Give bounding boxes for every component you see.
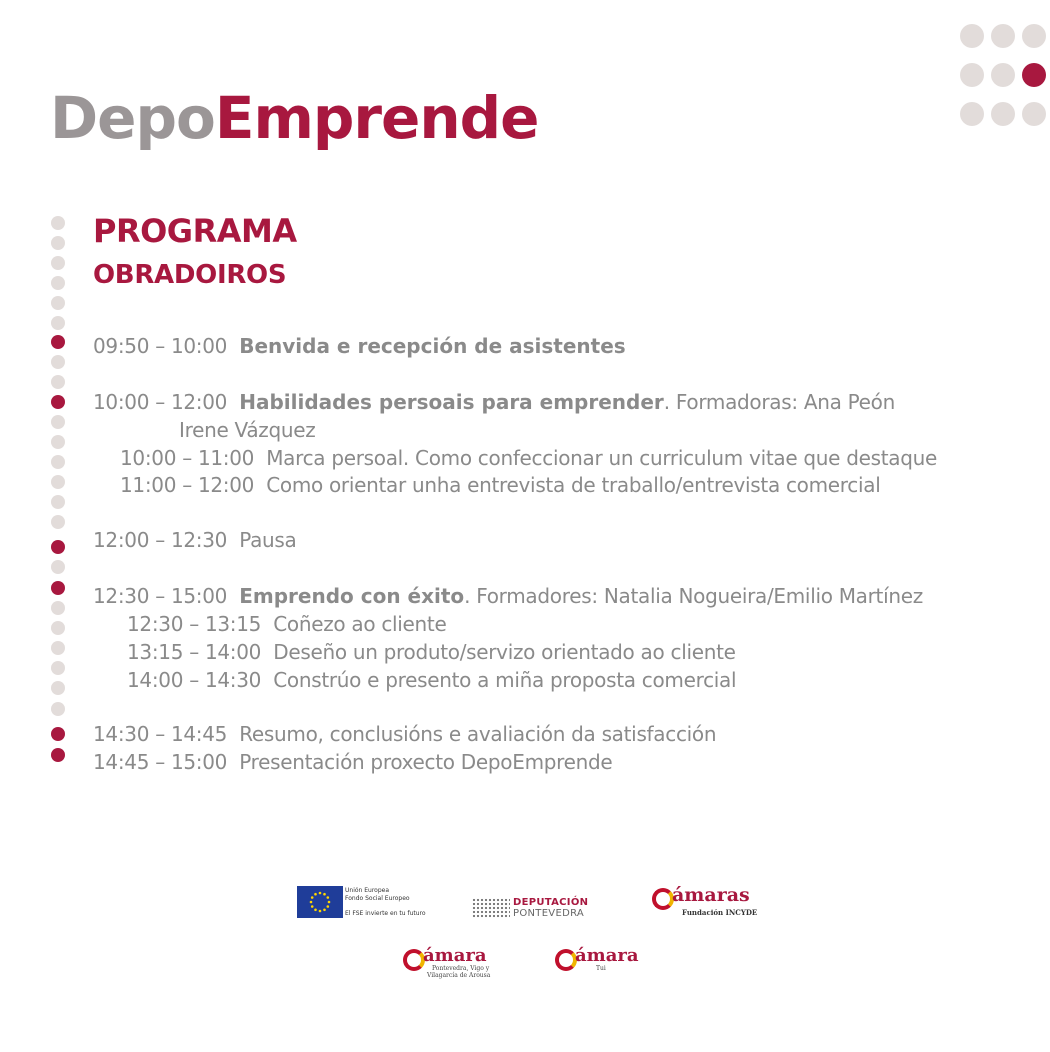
camara-c-icon: [403, 949, 425, 971]
schedule-text: Deseño un produto/servizo orientado ao cliente: [273, 640, 736, 664]
timeline-dot: [51, 515, 65, 529]
schedule-text: Marca persoal. Como confeccionar un curriculum vitae que destaque: [266, 446, 938, 470]
camara-pontevedra-sub-1: Pontevedra, Vigo y: [432, 965, 490, 972]
schedule-text: Constrúo e presento a miña proposta comercial: [273, 668, 737, 692]
schedule-item: [93, 584, 923, 608]
deputacion-line-2: PONTEVEDRA: [513, 908, 585, 919]
timeline-dot: [51, 621, 65, 635]
deco-dot: [1022, 24, 1046, 48]
schedule-title: Benvida e recepción de asistentes: [239, 334, 626, 358]
title-part-depo: Depo: [50, 84, 215, 152]
timeline-dot: [51, 681, 65, 695]
timeline-dot-active: [51, 581, 65, 595]
schedule-text: Como orientar unha entrevista de traballo/entrevista comercial: [266, 473, 881, 497]
timeline-dot: [51, 236, 65, 250]
timeline-dot: [51, 560, 65, 574]
deputacion-logo-icon: [472, 898, 510, 918]
timeline-dot: [51, 435, 65, 449]
app-title: [50, 80, 539, 156]
program-heading: PROGRAMA: [93, 212, 297, 250]
schedule-time: 09:50 – 10:00: [93, 334, 228, 358]
deco-dot: [991, 24, 1015, 48]
eu-line-2: Fondo Social Europeo: [345, 895, 410, 902]
camaras-word: ámaras: [672, 884, 750, 906]
camara-tui-sub: Tui: [596, 965, 606, 972]
schedule-subitem: [127, 612, 446, 636]
timeline-dot: [51, 256, 65, 270]
timeline-dot: [51, 495, 65, 509]
workshops-subheading: OBRADOIROS: [93, 260, 287, 290]
schedule-time: 12:30 – 15:00: [93, 584, 228, 608]
schedule-subitem: [120, 473, 880, 497]
timeline-dot: [51, 415, 65, 429]
schedule-item: [93, 750, 612, 774]
decorative-dot-grid: [960, 24, 1046, 128]
schedule-text: Resumo, conclusións e avaliación da satisfacción: [239, 722, 717, 746]
timeline-dot: [51, 702, 65, 716]
camara-word: ámara: [575, 945, 639, 966]
title-part-emprende: Emprende: [214, 84, 539, 152]
schedule-time: 14:30 – 14:45: [93, 722, 228, 746]
timeline-dot-active: [51, 727, 65, 741]
schedule-subitem: [120, 446, 937, 470]
timeline-dot: [51, 296, 65, 310]
deputacion-line-1: DEPUTACIÓN: [513, 897, 589, 908]
schedule-text: Pausa: [239, 528, 297, 552]
timeline-dot-active: [51, 335, 65, 349]
timeline-dot: [51, 216, 65, 230]
schedule-trainers: . Formadores: Natalia Nogueira/Emilio Martínez: [464, 584, 923, 608]
eu-stars-icon: [297, 886, 343, 918]
timeline-dot: [51, 276, 65, 290]
camara-c-icon: [652, 888, 674, 910]
schedule-time: 12:30 – 13:15: [127, 612, 262, 636]
timeline-dot: [51, 601, 65, 615]
timeline-dot: [51, 355, 65, 369]
deco-dot: [991, 102, 1015, 126]
schedule-text: Coñezo ao cliente: [273, 612, 447, 636]
deco-dot: [960, 24, 984, 48]
timeline-dot: [51, 316, 65, 330]
schedule-time: 10:00 – 11:00: [120, 446, 255, 470]
eu-line-1: Unión Europea: [345, 887, 390, 894]
schedule-subitem: [127, 668, 736, 692]
schedule-time: 12:00 – 12:30: [93, 528, 228, 552]
timeline-dot: [51, 641, 65, 655]
schedule-item: [93, 334, 626, 358]
schedule-time: 11:00 – 12:00: [120, 473, 255, 497]
timeline-dot-active: [51, 540, 65, 554]
timeline-dot: [51, 475, 65, 489]
schedule-title: Habilidades persoais para emprender: [239, 390, 664, 414]
schedule-item: [93, 390, 895, 414]
camara-pontevedra-sub-2: Vilagarcía de Arousa: [427, 972, 491, 979]
deco-dot: [960, 63, 984, 87]
deco-dot: [991, 63, 1015, 87]
schedule-time: 10:00 – 12:00: [93, 390, 228, 414]
timeline-dot: [51, 455, 65, 469]
deco-dot-active: [1022, 63, 1046, 87]
eu-logo-text: [345, 887, 410, 903]
timeline-dot-active: [51, 395, 65, 409]
deco-dot: [1022, 102, 1046, 126]
schedule-time: 14:45 – 15:00: [93, 750, 228, 774]
camara-c-icon: [555, 949, 577, 971]
schedule-subitem: [127, 640, 736, 664]
schedule-trainers: . Formadoras: Ana Peón: [663, 390, 895, 414]
schedule-trainers-cont: Irene Vázquez: [179, 418, 316, 442]
schedule-item: [93, 722, 716, 746]
timeline-dot-active: [51, 748, 65, 762]
camara-word: ámara: [423, 945, 487, 966]
schedule-time: 14:00 – 14:30: [127, 668, 262, 692]
deco-dot: [960, 102, 984, 126]
schedule-text: Presentación proxecto DepoEmprende: [239, 750, 613, 774]
eu-tagline: El FSE invierte en tu futuro: [345, 910, 426, 917]
eu-flag-icon: [297, 886, 343, 918]
camaras-sub: Fundación INCYDE: [682, 908, 758, 917]
schedule-item: [93, 528, 297, 552]
schedule-time: 13:15 – 14:00: [127, 640, 262, 664]
schedule-title: Emprendo con éxito: [239, 584, 465, 608]
timeline-dot: [51, 375, 65, 389]
timeline-dot: [51, 661, 65, 675]
